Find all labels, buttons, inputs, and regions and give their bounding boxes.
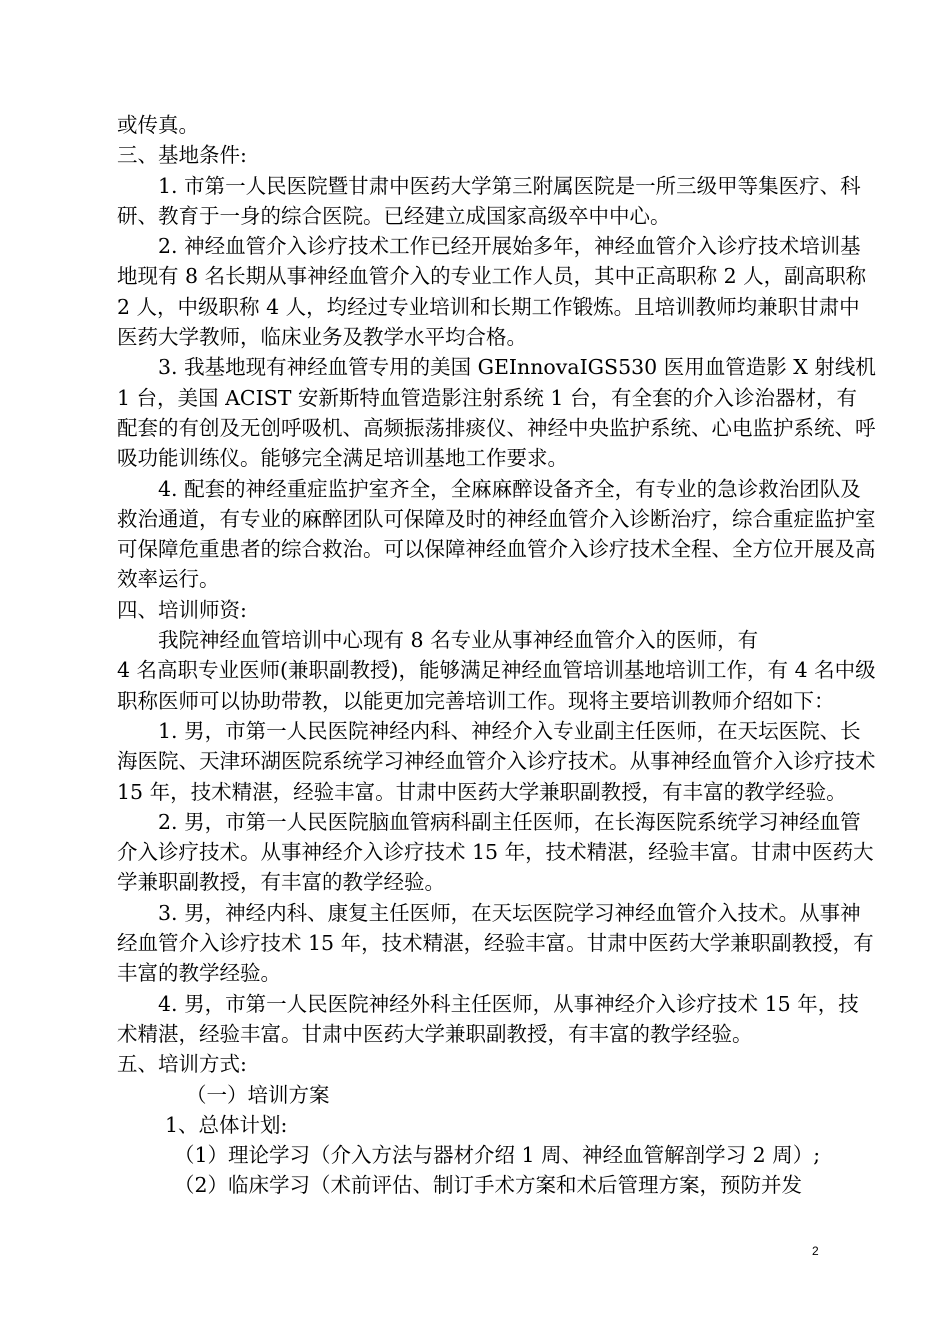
section-heading-training-method: 五、培训方式: — [117, 1052, 247, 1077]
paragraph-faculty-intro-cont: 4 名高职专业医师(兼职副教授)，能够满足神经血管培训基地培训工作，有 4 名中级职称医师可以协助带教，以能更加完善培训工作。现将主要培训教师介绍如下： — [117, 658, 876, 713]
paragraph-teacher-3: 3. 男，神经内科、康复主任医师，在天坛医院学习神经血管介入技术。从事神经血管介入诊疗技术 15 年，技术精湛，经验丰富。甘肃中医药大学兼职副教授，有丰富的教学经验。 — [117, 900, 874, 986]
paragraph-teacher-4: 4. 男，市第一人民医院神经外科主任医师，从事神经介入诊疗技术 15 年，技术精湛，经验丰富。甘肃中医药大学兼职副教授，有丰富的教学经验。 — [117, 991, 859, 1046]
paragraph-teacher-2: 2. 男，市第一人民医院脑血管病科副主任医师，在长海医院系统学习神经血管介入诊疗技术。从事神经介入诊疗技术 15 年，技术精湛，经验丰富。甘肃中医药大学兼职副教授，有丰富的教学经验。 — [117, 809, 874, 895]
list-item-theory-study: （1）理论学习（介入方法与器材介绍 1 周、神经血管解剖学习 2 周）; — [174, 1143, 821, 1168]
section-heading-base-conditions: 三、基地条件: — [117, 143, 247, 168]
paragraph-condition-2: 2. 神经血管介入诊疗技术工作已经开展始多年，神经血管介入诊疗技术培训基地现有 8 名长期从事神经血管介入的专业工作人员，其中正高职称 2 人，副高职称 2 人，中级职称 4 人，均经过专业培训和长期工作锻炼。且培训教师均兼职甘肃中医药大学教师，临床业务及教学水平均合格。 — [117, 234, 867, 350]
subheading-overall-plan: 1、总体计划: — [165, 1112, 288, 1137]
list-item-clinical-study: （2）临床学习（术前评估、制订手术方案和术后管理方案，预防并发 — [174, 1173, 803, 1198]
paragraph-faculty-intro: 我院神经血管培训中心现有 8 名专业从事神经血管介入的医师，有 — [158, 628, 759, 653]
subheading-training-plan: （一）培训方案 — [186, 1082, 330, 1107]
document-body — [117, 110, 877, 1201]
section-heading-faculty: 四、培训师资: — [117, 597, 247, 622]
paragraph-condition-4: 4. 配套的神经重症监护室齐全，全麻麻醉设备齐全，有专业的急诊救治团队及救治通道，有专业的麻醉团队可保障及时的神经血管介入诊断治疗，综合重症监护室可保障危重患者的综合救治。可以保障神经血管介入诊疗技术全程、全方位开展及高效率运行。 — [117, 476, 876, 592]
paragraph-continuation: 或传真。 — [117, 113, 199, 137]
page-number: 2 — [812, 1244, 819, 1258]
paragraph-teacher-1: 1. 男，市第一人民医院神经内科、神经介入专业副主任医师，在天坛医院、长海医院、天津环湖医院系统学习神经血管介入诊疗技术。从事神经血管介入诊疗技术 15 年，技术精湛，经验丰富。甘肃中医药大学兼职副教授，有丰富的教学经验。 — [117, 718, 876, 804]
paragraph-condition-3: 3. 我基地现有神经血管专用的美国 GEInnovaIGS530 医用血管造影 X 射线机 1 台，美国 ACIST 安新斯特血管造影注射系统 1 台，有全套的介入诊治器材，有配套的有创及无创呼吸机、高频振荡排痰仪、神经中央监护系统、心电监护系统、呼吸功能训练仪。能够完全满足培训基地工作要求。 — [117, 355, 876, 471]
paragraph-condition-1: 1. 市第一人民医院暨甘肃中医药大学第三附属医院是一所三级甲等集医疗、科研、教育于一身的综合医院。已经建立成国家高级卒中中心。 — [117, 173, 861, 228]
